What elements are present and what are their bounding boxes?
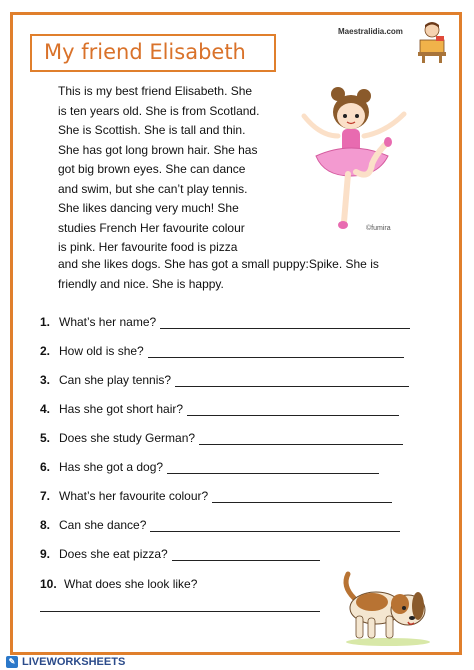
- story-line: is pink. Her favourite food is pizza: [58, 240, 238, 254]
- story-line: is ten years old. She is from Scotland.: [58, 103, 260, 118]
- page-title: My friend Elisabeth: [44, 40, 246, 64]
- ballerina-illustration: [298, 84, 414, 236]
- question-4: [40, 402, 399, 416]
- answer-line[interactable]: [40, 611, 320, 612]
- teacher-icon: [416, 20, 448, 64]
- answer-line[interactable]: [187, 403, 399, 416]
- story-text: [58, 82, 284, 258]
- site-name: Maestralidia.com: [338, 27, 403, 36]
- question-number: 10.: [40, 577, 57, 591]
- question-number: 7.: [40, 489, 51, 503]
- question-5: [40, 431, 403, 445]
- question-number: 6.: [40, 460, 51, 474]
- footer-brand: [6, 656, 125, 668]
- story-line: got big brown eyes. She can dance: [58, 162, 246, 176]
- question-text: Can she play tennis?: [59, 373, 172, 387]
- answer-line[interactable]: [199, 432, 403, 445]
- question-9: [40, 547, 320, 561]
- question-text: What does she look like?: [64, 577, 198, 591]
- story-text-tail: [58, 255, 418, 294]
- question-number: 8.: [40, 518, 51, 532]
- liveworksheets-logo-icon: ✎: [6, 656, 18, 668]
- answer-line[interactable]: [167, 461, 379, 474]
- answer-line[interactable]: [160, 316, 410, 329]
- question-8: [40, 518, 400, 532]
- answer-line[interactable]: [212, 490, 392, 503]
- question-number: 1.: [40, 315, 51, 329]
- image-credit: ©fumira: [366, 225, 391, 232]
- question-7: [40, 489, 392, 503]
- question-number: 9.: [40, 547, 51, 561]
- question-3: [40, 373, 409, 387]
- answer-line[interactable]: [150, 519, 400, 532]
- question-6: [40, 460, 379, 474]
- question-1: [40, 315, 410, 329]
- question-number: 3.: [40, 373, 51, 387]
- story-line: friendly and nice. She is happy.: [58, 276, 224, 291]
- title-box: [30, 34, 276, 72]
- story-line: studies French Her favourite colour: [58, 220, 245, 235]
- question-text: Has she got a dog?: [59, 460, 164, 474]
- question-text: Has she got short hair?: [59, 402, 184, 416]
- story-line: She has got long brown hair. She has: [58, 142, 258, 157]
- question-text: Can she dance?: [59, 518, 147, 532]
- puppy-illustration: [338, 556, 438, 648]
- question-text: How old is she?: [59, 344, 144, 358]
- answer-line[interactable]: [172, 548, 320, 561]
- question-text: Does she eat pizza?: [59, 547, 168, 561]
- question-text: Does she study German?: [59, 431, 196, 445]
- footer-brand-text: LIVEWORKSHEETS: [22, 656, 126, 668]
- question-number: 5.: [40, 431, 51, 445]
- question-number: 2.: [40, 344, 51, 358]
- story-line: This is my best friend Elisabeth. She: [58, 84, 253, 98]
- question-10: [40, 577, 197, 591]
- story-line: She likes dancing very much! She: [58, 201, 239, 215]
- answer-line[interactable]: [148, 345, 404, 358]
- question-2: [40, 344, 404, 358]
- question-text: What’s her favourite colour?: [59, 489, 209, 503]
- question-number: 4.: [40, 402, 51, 416]
- story-line: She is Scottish. She is tall and thin.: [58, 123, 246, 137]
- question-text: What’s her name?: [59, 315, 157, 329]
- story-line: and swim, but she can’t play tennis.: [58, 181, 248, 196]
- story-line: and she likes dogs. She has got a small puppy:Spike. She is: [58, 257, 379, 271]
- answer-line[interactable]: [175, 374, 409, 387]
